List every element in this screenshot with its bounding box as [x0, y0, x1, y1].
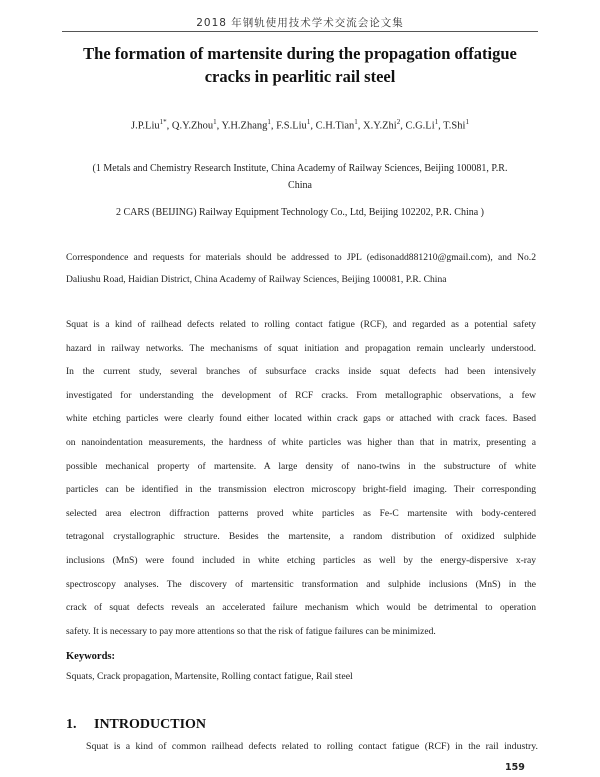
author-affiliation-mark: 1: [267, 118, 271, 126]
section-title: INTRODUCTION: [94, 717, 207, 732]
intro-paragraph: Squat is a kind of common railhead defects related to rolling contact fatigue (RCF) in the rail industry.: [86, 741, 538, 752]
author-affiliation-mark: 1: [465, 118, 469, 126]
abstract: [66, 313, 536, 643]
header-rule: [62, 31, 538, 32]
abstract-line: white etching particles were clearly found either located within crack gaps or attached with crack faces. Based: [66, 413, 536, 425]
abstract-line: hazard in railway networks. The mechanisms of squat initiation and propagation remain unclearly understood.: [66, 342, 536, 354]
running-header: 2018 年钢轨使用技术学术交流会论文集: [196, 17, 404, 29]
author-affiliation-mark: 1: [354, 118, 358, 126]
affiliation-2: 2 CARS (BEIJING) Railway Equipment Technology Co., Ltd, Beijing 102202, P.R. China ): [116, 207, 484, 218]
abstract-line: particles can be identified in the transmission electron microscopy bright-field imaging. Their corresponding: [66, 484, 536, 496]
abstract-line: tetragonal crystallographic structure. Besides the martensite, a random distribution of oxidized sulphide: [66, 531, 536, 543]
author-name: J.P.Liu: [131, 120, 160, 132]
affiliation-1-line-1: (1 Metals and Chemistry Research Institute, China Academy of Railway Sciences, Beijing 100081, P.R.: [92, 163, 508, 174]
abstract-line: investigated for understanding the development of RCF cracks. From metallographic observations, a few: [66, 389, 536, 401]
author-list: J.P.Liu$^{1*}$, Q.Y.Zhou$^1$, Y.H.Zhang$^1$, F.S.Liu$^1$, C.H.Tian$^1$, X.Y.Zhi$^2$, C.G.Li$^1$, T.Shi$^1$: [131, 118, 469, 132]
author-affiliation-mark: 1: [434, 118, 439, 126]
author-affiliation-mark: 1*: [159, 118, 167, 126]
abstract-line: inclusions (MnS) were found included in white etching particles as well by the energy-dispersive x-ray: [66, 554, 536, 566]
author-name: C.G.Li: [405, 120, 435, 132]
page-number: 159: [505, 762, 525, 773]
keywords-heading: Keywords:: [66, 651, 115, 662]
keywords-text: Squats, Crack propagation, Martensite, Rolling contact fatigue, Rail steel: [66, 671, 353, 682]
affiliation-1-line-2: China: [288, 180, 312, 191]
abstract-line: selected area electron diffraction patterns proved white particles as Fe-C martensite with body-centered: [66, 507, 536, 519]
author-name: T.Shi: [443, 120, 466, 132]
section-heading-introduction: [66, 717, 206, 733]
author-affiliation-mark: 2: [396, 118, 401, 126]
paper-title: [70, 42, 530, 88]
abstract-line: In the current study, several branches of subsurface cracks inside squat defects had been intensively: [66, 366, 536, 378]
abstract-line: crack of squat defects reveals an accelerated failure mechanism which would be detrimental to operation: [66, 602, 536, 614]
affiliation-1: [60, 160, 540, 194]
author-affiliation-mark: 1: [213, 118, 217, 126]
abstract-line: safety. It is necessary to pay more attentions so that the risk of fatigue failures can be minimized.: [66, 625, 436, 637]
title-line-1: The formation of martensite during the propagation offatigue: [83, 44, 517, 63]
section-number: 1.: [66, 717, 77, 732]
title-line-2: cracks in pearlitic rail steel: [204, 67, 396, 86]
author-name: X.Y.Zhi: [363, 120, 397, 132]
abstract-line: spectroscopy analyses. The discovery of martensitic transformation and sulphide inclusions (MnS) in the: [66, 578, 536, 590]
correspondence-note: Correspondence and requests for materials should be addressed to JPL (edisonadd881210@gmail.com), and No.2 Daliushu Road, Haidian District, China Academy of Railway Sciences, Beijing 100081, P.R. China: [66, 252, 536, 285]
abstract-line: on nanoindentation measurements, the hardness of white particles was higher than that in matrix, presenting a: [66, 436, 536, 448]
author-name: Q.Y.Zhou: [171, 120, 214, 132]
author-name: F.S.Liu: [276, 120, 307, 132]
abstract-line: possible mechanical property of martensite. A large density of nano-twins in the substructure of white: [66, 460, 536, 472]
author-name: Y.H.Zhang: [221, 120, 268, 132]
author-name: C.H.Tian: [315, 120, 355, 132]
abstract-line: Squat is a kind of railhead defects related to rolling contact fatigue (RCF), and regarded as a potential safety: [66, 319, 536, 330]
author-affiliation-mark: 1: [306, 118, 311, 126]
